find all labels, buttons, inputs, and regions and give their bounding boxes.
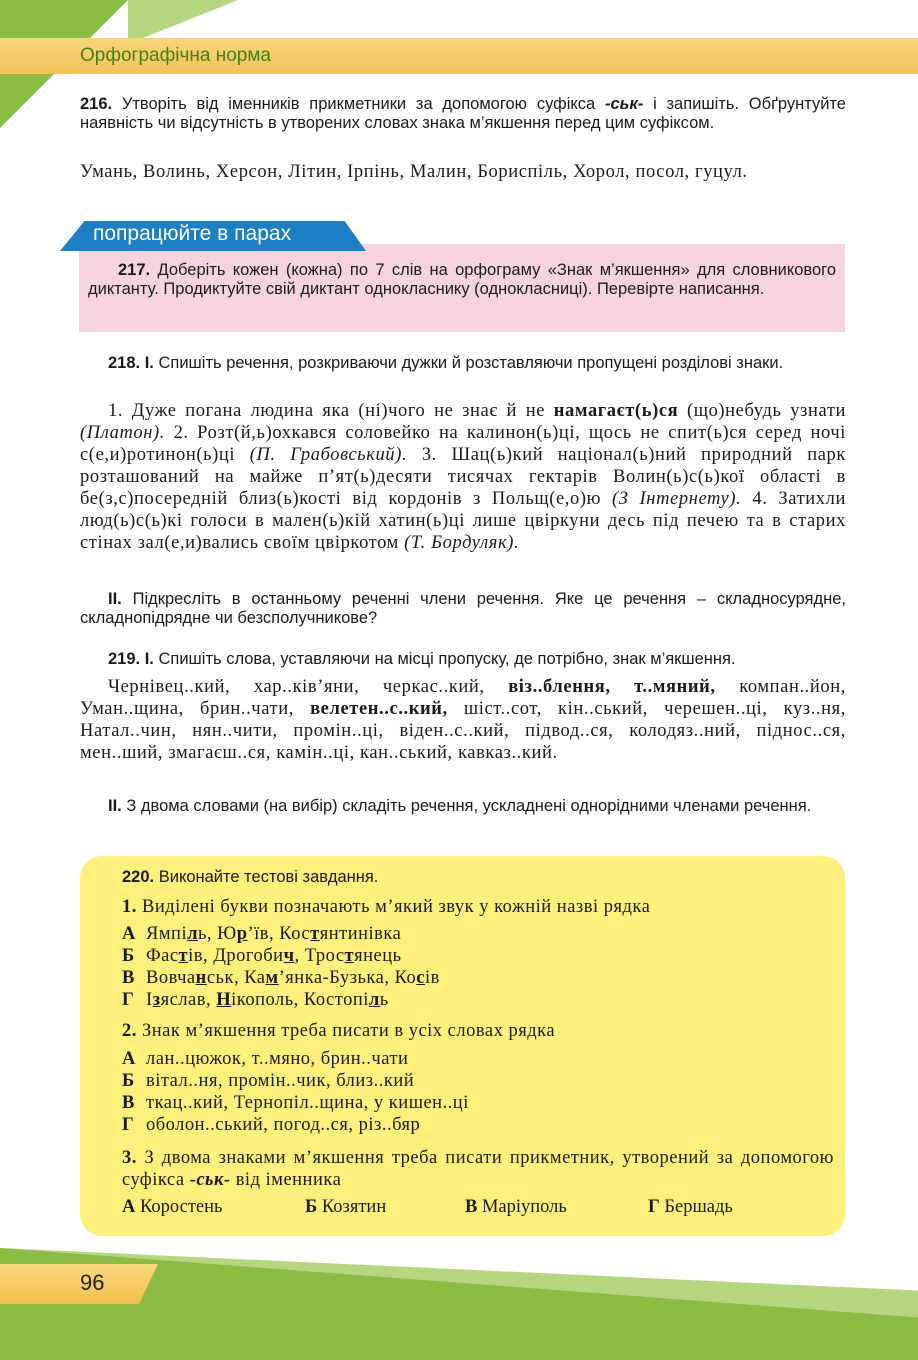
task-218-instructions: 218. I. Спишіть речення, розкриваючи дужки й розставляючи пропущені розділові знаки. bbox=[108, 354, 784, 372]
option-letter: Г bbox=[122, 1115, 135, 1135]
option-text: Ямпі bbox=[146, 924, 188, 944]
option-letter: Б bbox=[305, 1197, 322, 1217]
option-text: яслав, bbox=[160, 990, 217, 1010]
task-216-instructions: 216. Утворіть від іменників прикметники за допомогою суфікса -ськ- і запишіть. Обґрунтуйте наявність чи відсутність в утворених словах знака м’якшення перед цим суфіксом. bbox=[80, 95, 846, 132]
question-2-option bbox=[122, 1115, 420, 1136]
task-218-sentences: 1. Дуже погана людина яка (ні)чого не знає й не намагаєт(ь)ся (що)небудь узнати (Платон). 2. Розт(й,ь)охкався соловейко на калинон(ь)ці, щось не спит(ь)ся серед ночі с(е,и)ротинон(ь)ці (П. Грабовський). 3. Шац(ь)кий націонал(ь)ний природний парк розташований на майже п’ят(ь)десяти тисячах гектарів Волин(ь)с(ь)кої області в бе(з,с)посередній близ(ь)кості від кордонів з Польщ(е,о)ю (З Інтернету). 4. Затихли люд(ь)с(ь)кі голоси в мален(ь)кій хатин(ь)ці лише цвіркуни десь під печею та в старих стінах зал(е,и)вались своїм цвіркотом (Т. Бордуляк). bbox=[80, 401, 847, 553]
option-text: янець bbox=[354, 946, 402, 966]
option-text: Коростень bbox=[140, 1197, 223, 1217]
option-text: І bbox=[146, 990, 153, 1010]
question-3: 3. З двома знаками м’якшення треба писати прикметник, утворений за допомогою суфікса -ськ- від іменника bbox=[122, 1148, 834, 1190]
option-text: оболон..ський, погод..ся, різ..бяр bbox=[146, 1115, 421, 1135]
highlighted-letter: т bbox=[178, 946, 189, 966]
option-text: ськ, Ка bbox=[206, 968, 266, 988]
task-216-words: Умань, Волинь, Херсон, Літин, Ірпінь, Малин, Бориспіль, Хорол, посол, гуцул. bbox=[80, 162, 748, 182]
option-letter: Г bbox=[122, 990, 135, 1010]
option-text: Маріуполь bbox=[481, 1197, 567, 1217]
highlighted-letter: ч bbox=[283, 946, 295, 966]
option-text: ів bbox=[425, 968, 440, 988]
highlighted-letter: м bbox=[265, 968, 279, 988]
option-letter: А bbox=[122, 1197, 140, 1217]
option-text: ів, Дрогоби bbox=[188, 946, 284, 966]
option-letter: В bbox=[465, 1197, 482, 1217]
option-letter: Б bbox=[122, 946, 135, 966]
pair-work-banner-label: попрацюйте в парах bbox=[93, 222, 292, 245]
highlighted-letter: р bbox=[236, 924, 248, 944]
question-3-option bbox=[465, 1197, 567, 1218]
question-3-option bbox=[305, 1197, 386, 1218]
highlighted-letter: с bbox=[416, 968, 425, 988]
option-text: ’янка-Бузька, Ко bbox=[278, 968, 417, 988]
task-220-instructions: 220. Виконайте тестові завдання. bbox=[122, 868, 379, 886]
question-2: 2. Знак м’якшення треба писати в усіх словах рядка bbox=[122, 1021, 556, 1041]
question-2-option bbox=[122, 1071, 414, 1092]
option-text: янтинівка bbox=[319, 924, 402, 944]
task-number: 216. bbox=[80, 95, 113, 113]
option-text: ’їв, Кос bbox=[247, 924, 311, 944]
highlighted-letter: л bbox=[187, 924, 198, 944]
question-2-option bbox=[122, 1049, 408, 1070]
question-1-option bbox=[122, 924, 401, 945]
page-number: 96 bbox=[80, 1270, 105, 1295]
option-text: Фас bbox=[146, 946, 179, 966]
page-number-tab bbox=[0, 1264, 158, 1304]
question-1-option bbox=[122, 946, 402, 967]
task-219-part2: II. З двома словами (на вибір) складіть речення, ускладнені однорідними членами речення. bbox=[108, 797, 812, 815]
option-text: , Трос bbox=[294, 946, 345, 966]
task-217-text: 217. Доберіть кожен (кожна) по 7 слів на орфограму «Знак м’якшення» для словникового диктанту. Продиктуйте свій диктант однокласнику (однокласниці). Перевірте написання. bbox=[88, 261, 836, 298]
option-text: Бершадь bbox=[664, 1197, 733, 1217]
option-text: лан..цюжок, т..мяно, брин..чати bbox=[146, 1049, 409, 1069]
option-text: ікополь, Костопі bbox=[231, 990, 369, 1010]
section-title: Орфографічна норма bbox=[80, 45, 271, 66]
highlighted-letter: т bbox=[344, 946, 355, 966]
question-1-option bbox=[122, 968, 440, 989]
highlighted-letter: т bbox=[310, 924, 320, 944]
task-219-words: Чернівец..кий, хар..ків’яни, черкас..кий, віз..блення, т..мяний, компан..йон, Уман..щина, брин..чати, велетен..с..кий, шіст..сот, кін..ський, черешен..ці, куз..ня, Натал..чин, нян..чити, промін..ці, віден..с..кий, підвод..ся, колодяз..ний, піднос..ся, мен..ший, змагаєш..ся, камін..ці, кан..ський, кавказ..кий. bbox=[80, 677, 846, 763]
option-letter: Г bbox=[648, 1197, 665, 1217]
option-text: Вовча bbox=[146, 968, 196, 988]
highlighted-letter: з bbox=[152, 990, 161, 1010]
highlighted-letter: Н bbox=[216, 990, 232, 1010]
option-text: ткац..кий, Тернопіл..щина, у кишен..ці bbox=[146, 1093, 469, 1113]
option-text: Козятин bbox=[321, 1197, 387, 1217]
question-3-option bbox=[648, 1197, 733, 1218]
option-letter: Б bbox=[122, 1071, 135, 1091]
option-text: вітал..ня, промін..чик, близ..кий bbox=[146, 1071, 415, 1091]
question-3-option bbox=[122, 1197, 222, 1218]
task-218-part2: II. Підкресліть в останньому реченні члени речення. Яке це речення – складносурядне, складнопідрядне чи безсполучникове? bbox=[80, 590, 846, 627]
question-1-option bbox=[122, 990, 389, 1011]
question-2-option bbox=[122, 1093, 469, 1114]
option-text: ь, Ю bbox=[197, 924, 237, 944]
option-letter: А bbox=[122, 1049, 136, 1069]
option-letter: В bbox=[122, 968, 135, 988]
task-219-instructions: 219. I. Спишіть слова, уставляючи на місці пропуску, де потрібно, знак м’якшення. bbox=[108, 650, 736, 668]
option-letter: А bbox=[122, 924, 136, 944]
question-1: 1. Виділені букви позначають м’який звук у кожній назві рядка bbox=[122, 897, 651, 917]
option-text: ь bbox=[379, 990, 389, 1010]
highlighted-letter: л bbox=[368, 990, 380, 1010]
highlighted-letter: н bbox=[195, 968, 207, 988]
option-letter: В bbox=[122, 1093, 135, 1113]
